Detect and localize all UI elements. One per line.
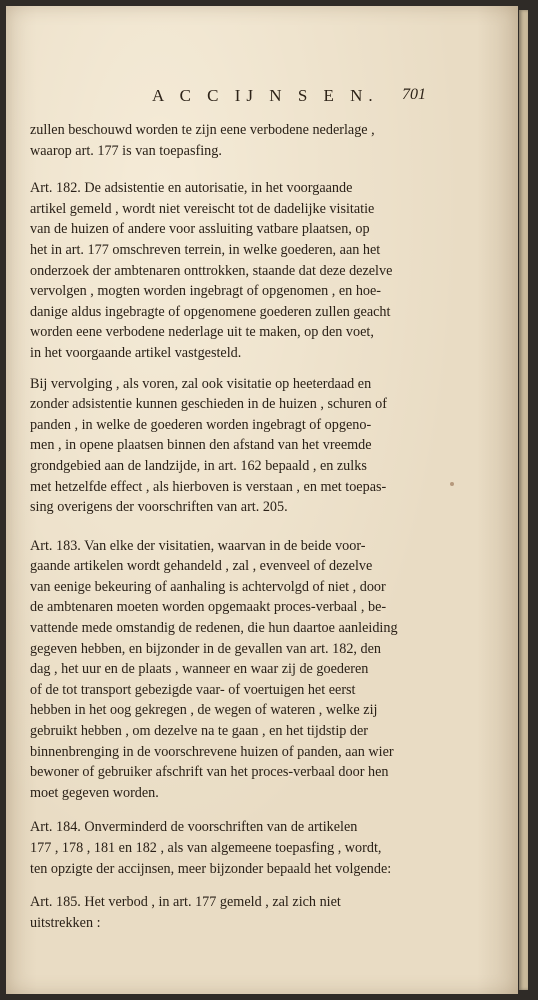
paragraph-continuation [30, 120, 426, 161]
text-line: gebruikt hebben , om dezelve na te gaan , en het tijdstip der [30, 723, 369, 740]
text-line: hebben in het oog gekregen , de wegen of wateren , welke zij [30, 702, 378, 719]
text-line: uitstrekken : [30, 914, 101, 931]
text-line: Art. 182. De adsistentie en autorisatie, in het voorgaande [30, 180, 353, 197]
text-line: of de tot transport gebezigde vaar- of voertuigen het eerst [30, 681, 356, 698]
text-line: gegeven hebben, en bijzonder in de gevallen van art. 182, den [30, 640, 382, 657]
page-header [6, 86, 518, 112]
text-line: grondgebied aan de landzijde, in art. 162 bepaald , en zulks [30, 457, 367, 474]
text-line: waarop art. 177 is van toepasfing. [30, 142, 222, 159]
text-line: Bij vervolging , als voren, zal ook visitatie op heeterdaad en [30, 375, 372, 392]
text-line: men , in opene plaatsen binnen den afstand van het vreemde [30, 437, 372, 454]
text-line: de ambtenaren moeten worden opgemaakt proces-verbaal , be- [30, 599, 387, 616]
text-line: bewoner of gebruiker afschrift van het proces-verbaal door hen [30, 764, 389, 781]
running-head: A C C IJ N S E N. [152, 86, 379, 105]
text-line: ten opzigte der accijnsen, meer bijzonder bepaald het volgende: [30, 860, 392, 877]
text-line: gaande artikelen wordt gehandeld , zal , evenveel of dezelve [30, 558, 373, 575]
text-line: met hetzelfde effect , als hierboven is verstaan , en met toepas- [30, 478, 387, 495]
text-line: worden eene verbodene nederlage uit te maken, op den voet, [30, 324, 374, 341]
paragraph-art-184 [30, 817, 426, 879]
text-line: zonder adsistentie kunnen geschieden in de huizen , schuren of [30, 396, 387, 413]
text-line: danige aldus ingebragte of opgenomene goederen zullen geacht [30, 303, 391, 320]
paragraph-art-182 [30, 178, 426, 363]
page-number: 701 [402, 86, 426, 103]
book-page [6, 6, 518, 994]
text-line: binnenbrenging in de voorschrevene huizen of panden, aan wier [30, 743, 394, 760]
paragraph-art-183 [30, 536, 426, 804]
text-line: 177 , 178 , 181 en 182 , als van algemeene toepasfing , wordt, [30, 840, 382, 856]
text-line: panden , in welke de goederen worden ingebragt of opgeno- [30, 416, 372, 433]
text-line: vattende mede omstandig de redenen, die hun daartoe aanleiding [30, 620, 398, 637]
body-text [30, 120, 426, 933]
text-line: artikel gemeld , wordt niet vereischt tot de dadelijke visitatie [30, 200, 375, 217]
paragraph-vervolging [30, 374, 426, 518]
text-line: vervolgen , mogten worden ingebragt of opgenomen , en hoe- [30, 283, 382, 300]
paragraph-art-185 [30, 892, 426, 933]
text-line: in het voorgaande artikel vastgesteld. [30, 344, 242, 361]
paper-stain [450, 482, 454, 486]
text-line: van de huizen of andere voor assluiting vatbare plaatsen, op [30, 221, 370, 238]
text-line: van eenige bekeuring of aanhaling is achtervolgd of niet , door [30, 578, 386, 595]
text-line: Art. 184. Onverminderd de voorschriften van de artikelen [30, 819, 358, 836]
text-line: onderzoek der ambtenaren onttrokken, staande dat deze dezelve [30, 262, 393, 279]
text-line: Art. 185. Het verbod , in art. 177 gemeld , zal zich niet [30, 894, 341, 911]
text-line: zullen beschouwd worden te zijn eene verbodene nederlage , [30, 122, 375, 138]
text-line: moet gegeven worden. [30, 784, 159, 801]
text-line: het in art. 177 omschreven terrein, in welke goederen, aan het [30, 241, 381, 258]
text-line: Art. 183. Van elke der visitatien, waarvan in de beide voor- [30, 537, 366, 554]
text-line: sing overigens der voorschriften van art. 205. [30, 499, 288, 516]
text-line: dag , het uur en de plaats , wanneer en waar zij de goederen [30, 661, 369, 678]
page-edge [519, 10, 528, 990]
